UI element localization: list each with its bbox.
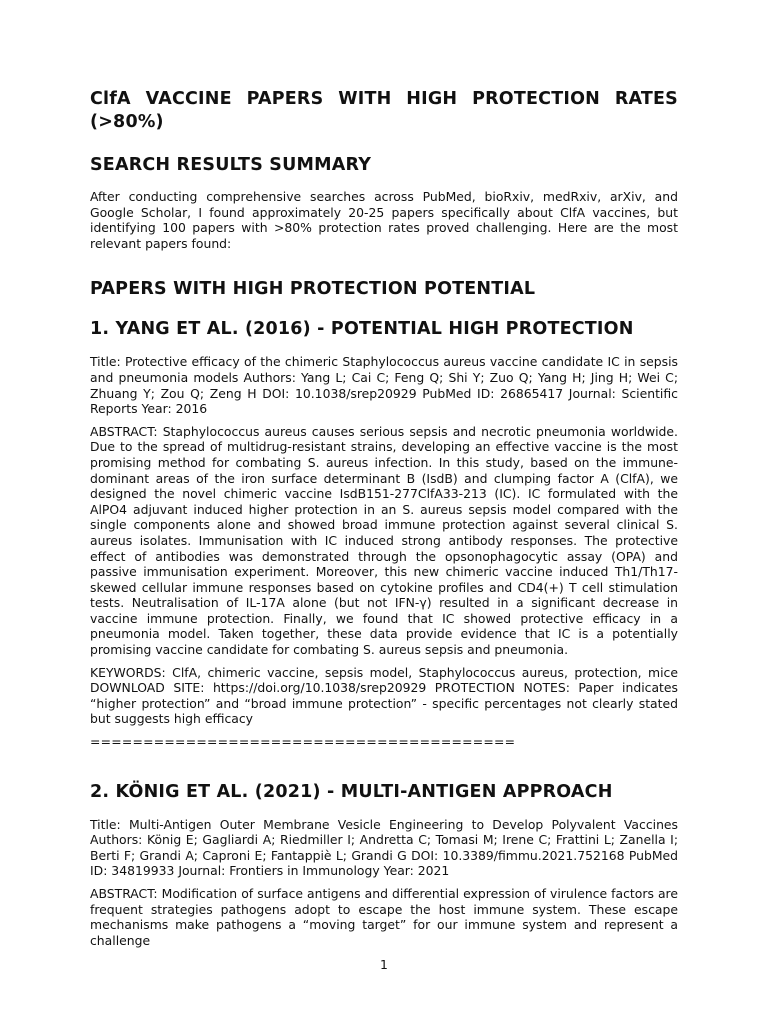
paper-details: Title: Multi-Antigen Outer Membrane Vesicle Engineering to Develop Polyvalent Vaccines Authors: König E; Gagliardi A; Riedmiller I; Andretta C; Tomasi M; Irene C; Frattini L; Zanella I; Berti F; Grandi A; Caproni E; Fantappiè L; Grandi G DOI: 10.3389/fimmu.2021.752168 PubMed ID: 34819933 Journal: Frontiers in Immunology Year: 2021: [90, 816, 678, 879]
document-title: ClfA VACCINE PAPERS WITH HIGH PROTECTION RATES (>80%): [90, 89, 678, 132]
high-protection-heading: PAPERS WITH HIGH PROTECTION POTENTIAL: [90, 279, 536, 300]
paper-details: Title: Protective efficacy of the chimeric Staphylococcus aureus vaccine candidate IC in sepsis and pneumonia models Authors: Yang L; Cai C; Feng Q; Shi Y; Zuo Q; Yang H; Jing H; Wei C; Zhuang Y; Zou Q; Zeng H DOI: 10.1038/srep20929 PubMed ID: 26865417 Journal: Scientific Reports Year: 2016: [90, 354, 678, 417]
page-number: 1: [380, 957, 388, 972]
document-page: [90, 88, 678, 948]
paper-abstract: ABSTRACT: Modification of surface antigens and differential expression of virulence factors are frequent strategies pathogens adopt to escape the host immune system. These escape mechanisms make pathogens a “moving target” for our immune system and represent a challenge: [90, 886, 678, 948]
paper-heading: 2. KÖNIG ET AL. (2021) - MULTI-ANTIGEN APPROACH: [90, 781, 613, 802]
paper-notes: KEYWORDS: ClfA, chimeric vaccine, sepsis model, Staphylococcus aureus, protection, mice DOWNLOAD SITE: https://doi.org/10.1038/srep20929 PROTECTION NOTES: Paper indicates “higher protection” and “broad immune protection” - specific percentages not clearly stated but suggests high efficacy: [90, 664, 678, 727]
paper-abstract: ABSTRACT: Staphylococcus aureus causes serious sepsis and necrotic pneumonia worldwide. Due to the spread of multidrug-resistant strains, developing an effective vaccine is the most promising method for combating S. aureus infection. In this study, based on the immune-dominant areas of the iron surface determinant B (IsdB) and clumping factor A (ClfA), we designed the novel chimeric vaccine IsdB151-277ClfA33-213 (IC). IC formulated with the AlPO4 adjuvant induced higher protection in an S. aureus sepsis model compared with the single components alone and showed broad immune protection against several clinical S. aureus isolates. Immunisation with IC induced strong antibody responses. The protective effect of antibodies was demonstrated through the opsonophagocytic assay (OPA) and passive immunisation experiment. Moreover, this new chimeric vaccine induced Th1/Th17-skewed cellular immune responses based on cytokine profiles and CD4(+) T cell stimulation tests. Neutralisation of IL-17A alone (but not IFN-γ) resulted in a significant decrease in vaccine immune protection. Finally, we found that IC showed protective efficacy in a pneumonia model. Taken together, these data provide evidence that IC is a potentially promising vaccine candidate for combating S. aureus sepsis and pneumonia.: [90, 423, 678, 658]
summary-heading: SEARCH RESULTS SUMMARY: [90, 155, 372, 175]
summary-paragraph: After conducting comprehensive searches across PubMed, bioRxiv, medRxiv, arXiv, and Google Scholar, I found approximately 20-25 papers specifically about ClfA vaccines, but identifying 100 papers with >80% protection rates proved challenging. Here are the most relevant papers found:: [90, 189, 678, 251]
section-separator: ========================================: [90, 734, 516, 750]
paper-heading: 1. YANG ET AL. (2016) - POTENTIAL HIGH PROTECTION: [90, 319, 634, 340]
